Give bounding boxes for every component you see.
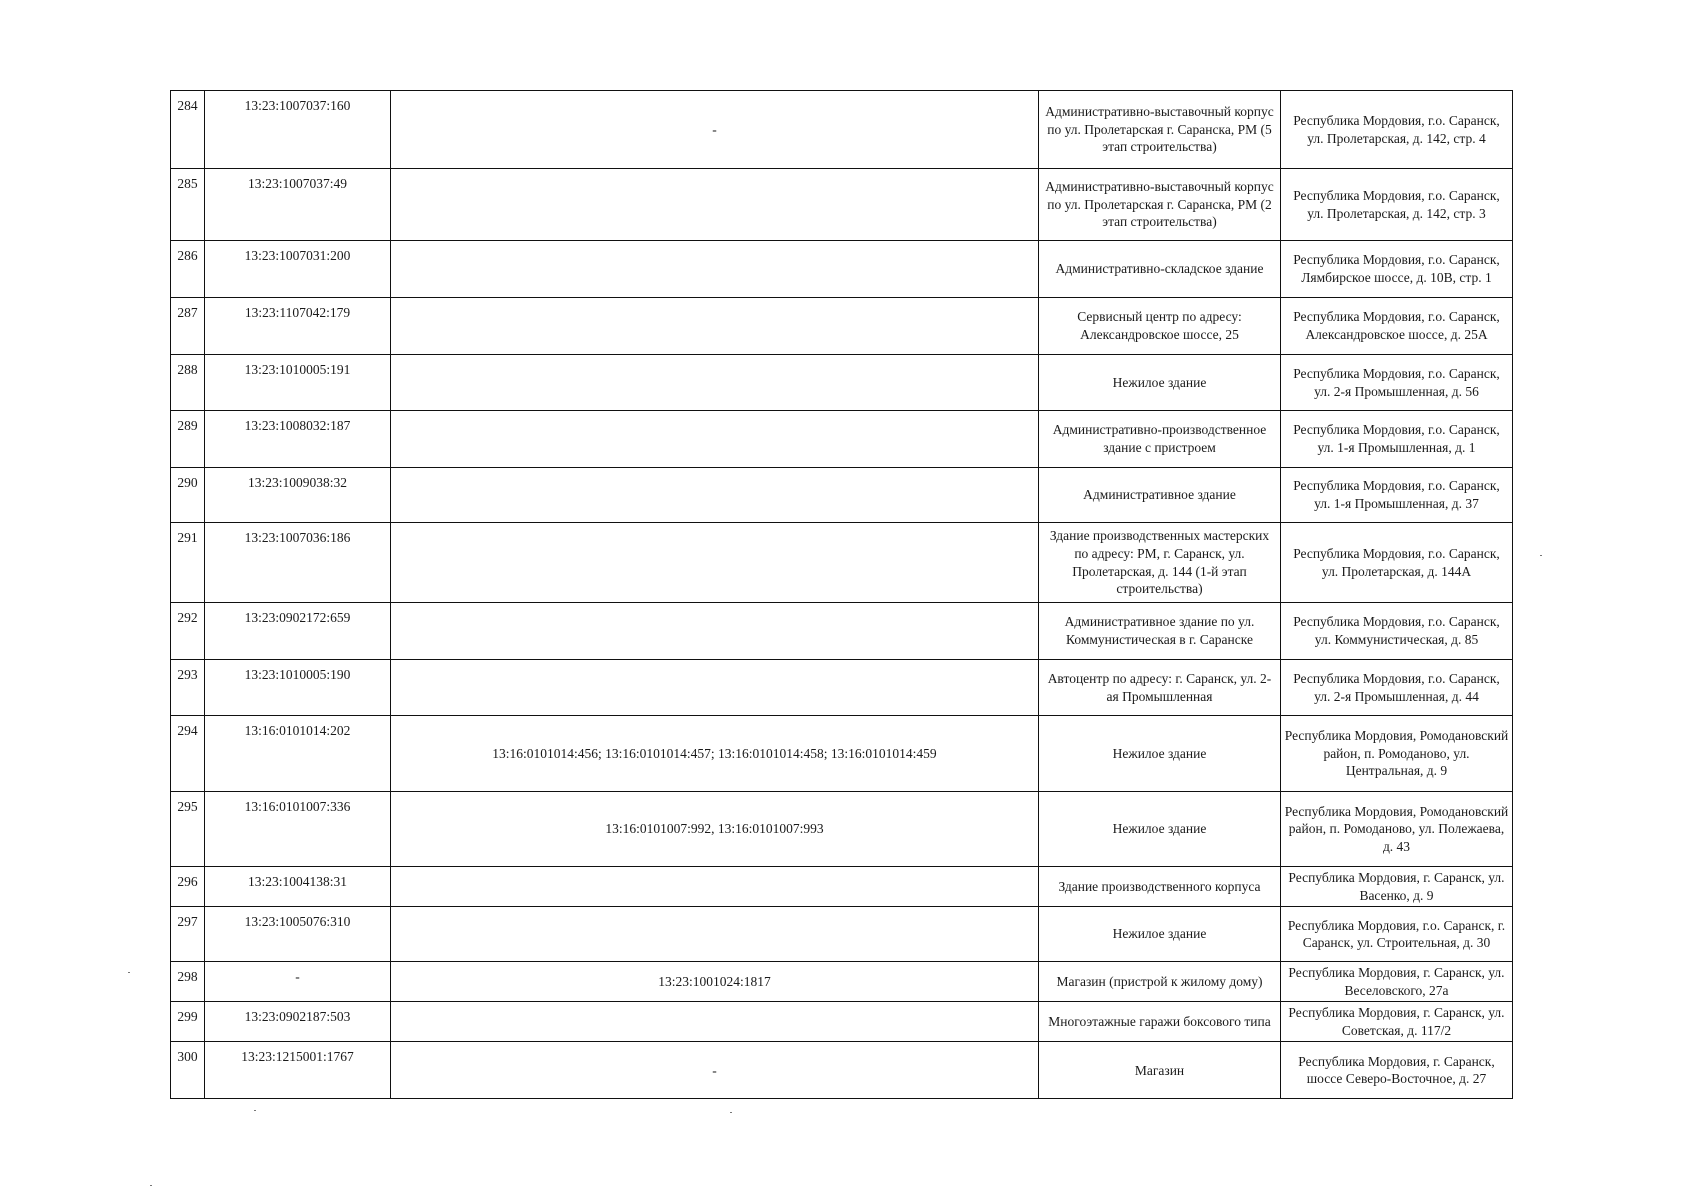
- object-address: Республика Мордовия, Ромодановский район, п. Ромоданово, ул. Центральная, д. 9: [1281, 716, 1513, 792]
- object-name: Здание производственного корпуса: [1039, 867, 1281, 907]
- related-cadastral-numbers: [391, 603, 1039, 660]
- table-row: [171, 1042, 1513, 1099]
- object-name: Нежилое здание: [1039, 716, 1281, 792]
- row-number: 300: [171, 1042, 205, 1099]
- row-number: 291: [171, 523, 205, 603]
- object-address: Республика Мордовия, г. Саранск, ул. Советская, д. 117/2: [1281, 1002, 1513, 1042]
- cadastral-number: 13:23:1007031:200: [205, 241, 391, 298]
- cadastral-number: 13:23:0902172:659: [205, 603, 391, 660]
- object-address: Республика Мордовия, г.о. Саранск, ул. Коммунистическая, д. 85: [1281, 603, 1513, 660]
- object-address: Республика Мордовия, Ромодановский район, п. Ромоданово, ул. Полежаева, д. 43: [1281, 792, 1513, 867]
- table-row: [171, 792, 1513, 867]
- table-row: [171, 1002, 1513, 1042]
- table-row: [171, 241, 1513, 298]
- related-cadastral-numbers: [391, 867, 1039, 907]
- table-row: [171, 468, 1513, 523]
- related-cadastral-numbers: [391, 1002, 1039, 1042]
- registry-body: [171, 91, 1513, 1099]
- related-cadastral-numbers: -: [391, 1042, 1039, 1099]
- row-number: 292: [171, 603, 205, 660]
- object-name: Административное здание: [1039, 468, 1281, 523]
- row-number: 286: [171, 241, 205, 298]
- related-cadastral-numbers: [391, 907, 1039, 962]
- related-cadastral-numbers: [391, 298, 1039, 355]
- cadastral-number: 13:23:1215001:1767: [205, 1042, 391, 1099]
- related-cadastral-numbers: [391, 241, 1039, 298]
- object-address: Республика Мордовия, г.о. Саранск, ул. 1-я Промышленная, д. 37: [1281, 468, 1513, 523]
- object-name: Здание производственных мастерских по адресу: РМ, г. Саранск, ул. Пролетарская, д. 144 (1-й этап строительства): [1039, 523, 1281, 603]
- object-name: Административно-складское здание: [1039, 241, 1281, 298]
- object-name: Административно-производственное здание с пристроем: [1039, 411, 1281, 468]
- row-number: 294: [171, 716, 205, 792]
- row-number: 297: [171, 907, 205, 962]
- row-number: 296: [171, 867, 205, 907]
- row-number: 290: [171, 468, 205, 523]
- table-row: [171, 962, 1513, 1002]
- object-address: Республика Мордовия, г.о. Саранск, ул. 2-я Промышленная, д. 44: [1281, 660, 1513, 716]
- row-number: 298: [171, 962, 205, 1002]
- row-number: 285: [171, 169, 205, 241]
- table-row: [171, 660, 1513, 716]
- related-cadastral-numbers: 13:16:0101007:992, 13:16:0101007:993: [391, 792, 1039, 867]
- table-row: [171, 907, 1513, 962]
- property-registry-table: [170, 90, 1513, 1099]
- related-cadastral-numbers: [391, 468, 1039, 523]
- object-name: Нежилое здание: [1039, 792, 1281, 867]
- row-number: 284: [171, 91, 205, 169]
- object-address: Республика Мордовия, г.о. Саранск, г. Саранск, ул. Строительная, д. 30: [1281, 907, 1513, 962]
- object-address: Республика Мордовия, г. Саранск, шоссе Северо-Восточное, д. 27: [1281, 1042, 1513, 1099]
- row-number: 287: [171, 298, 205, 355]
- scan-speck: [150, 1185, 152, 1186]
- related-cadastral-numbers: [391, 169, 1039, 241]
- object-name: Административно-выставочный корпус по ул. Пролетарская г. Саранска, РМ (5 этап строительства): [1039, 91, 1281, 169]
- related-cadastral-numbers: [391, 411, 1039, 468]
- table-row: [171, 411, 1513, 468]
- related-cadastral-numbers: 13:16:0101014:456; 13:16:0101014:457; 13:16:0101014:458; 13:16:0101014:459: [391, 716, 1039, 792]
- object-address: Республика Мордовия, г.о. Саранск, Александровское шоссе, д. 25А: [1281, 298, 1513, 355]
- object-address: Республика Мордовия, г. Саранск, ул. Васенко, д. 9: [1281, 867, 1513, 907]
- cadastral-number: 13:23:1007036:186: [205, 523, 391, 603]
- object-address: Республика Мордовия, г.о. Саранск, ул. 1-я Промышленная, д. 1: [1281, 411, 1513, 468]
- cadastral-number: 13:23:1010005:191: [205, 355, 391, 411]
- related-cadastral-numbers: 13:23:1001024:1817: [391, 962, 1039, 1002]
- object-address: Республика Мордовия, г.о. Саранск, Лямбирское шоссе, д. 10В, стр. 1: [1281, 241, 1513, 298]
- cadastral-number: 13:23:1009038:32: [205, 468, 391, 523]
- object-name: Многоэтажные гаражи боксового типа: [1039, 1002, 1281, 1042]
- cadastral-number: 13:23:1004138:31: [205, 867, 391, 907]
- object-name: Административно-выставочный корпус по ул. Пролетарская г. Саранска, РМ (2 этап строительства): [1039, 169, 1281, 241]
- object-name: Магазин (пристрой к жилому дому): [1039, 962, 1281, 1002]
- table-row: [171, 523, 1513, 603]
- cadastral-number: -: [205, 962, 391, 1002]
- table-row: [171, 867, 1513, 907]
- scan-speck: [128, 972, 130, 973]
- table-row: [171, 169, 1513, 241]
- object-name: Административное здание по ул. Коммунистическая в г. Саранске: [1039, 603, 1281, 660]
- table-row: [171, 298, 1513, 355]
- cadastral-number: 13:16:0101014:202: [205, 716, 391, 792]
- scan-speck: [730, 1112, 732, 1113]
- row-number: 289: [171, 411, 205, 468]
- cadastral-number: 13:23:1010005:190: [205, 660, 391, 716]
- object-name: Магазин: [1039, 1042, 1281, 1099]
- table-row: [171, 603, 1513, 660]
- table-row: [171, 355, 1513, 411]
- row-number: 288: [171, 355, 205, 411]
- cadastral-number: 13:16:0101007:336: [205, 792, 391, 867]
- table-row: [171, 91, 1513, 169]
- table-row: [171, 716, 1513, 792]
- cadastral-number: 13:23:1107042:179: [205, 298, 391, 355]
- cadastral-number: 13:23:1005076:310: [205, 907, 391, 962]
- row-number: 295: [171, 792, 205, 867]
- cadastral-number: 13:23:1007037:160: [205, 91, 391, 169]
- related-cadastral-numbers: [391, 660, 1039, 716]
- related-cadastral-numbers: [391, 523, 1039, 603]
- scan-speck: [254, 1110, 256, 1111]
- object-name: Сервисный центр по адресу: Александровское шоссе, 25: [1039, 298, 1281, 355]
- object-address: Республика Мордовия, г.о. Саранск, ул. 2-я Промышленная, д. 56: [1281, 355, 1513, 411]
- cadastral-number: 13:23:0902187:503: [205, 1002, 391, 1042]
- related-cadastral-numbers: -: [391, 91, 1039, 169]
- object-address: Республика Мордовия, г. Саранск, ул. Веселовского, 27а: [1281, 962, 1513, 1002]
- related-cadastral-numbers: [391, 355, 1039, 411]
- object-name: Нежилое здание: [1039, 907, 1281, 962]
- row-number: 299: [171, 1002, 205, 1042]
- row-number: 293: [171, 660, 205, 716]
- object-address: Республика Мордовия, г.о. Саранск, ул. Пролетарская, д. 142, стр. 3: [1281, 169, 1513, 241]
- scan-speck: [1540, 555, 1542, 556]
- object-address: Республика Мордовия, г.о. Саранск, ул. Пролетарская, д. 144А: [1281, 523, 1513, 603]
- cadastral-number: 13:23:1008032:187: [205, 411, 391, 468]
- cadastral-number: 13:23:1007037:49: [205, 169, 391, 241]
- object-address: Республика Мордовия, г.о. Саранск, ул. Пролетарская, д. 142, стр. 4: [1281, 91, 1513, 169]
- object-name: Нежилое здание: [1039, 355, 1281, 411]
- object-name: Автоцентр по адресу: г. Саранск, ул. 2-ая Промышленная: [1039, 660, 1281, 716]
